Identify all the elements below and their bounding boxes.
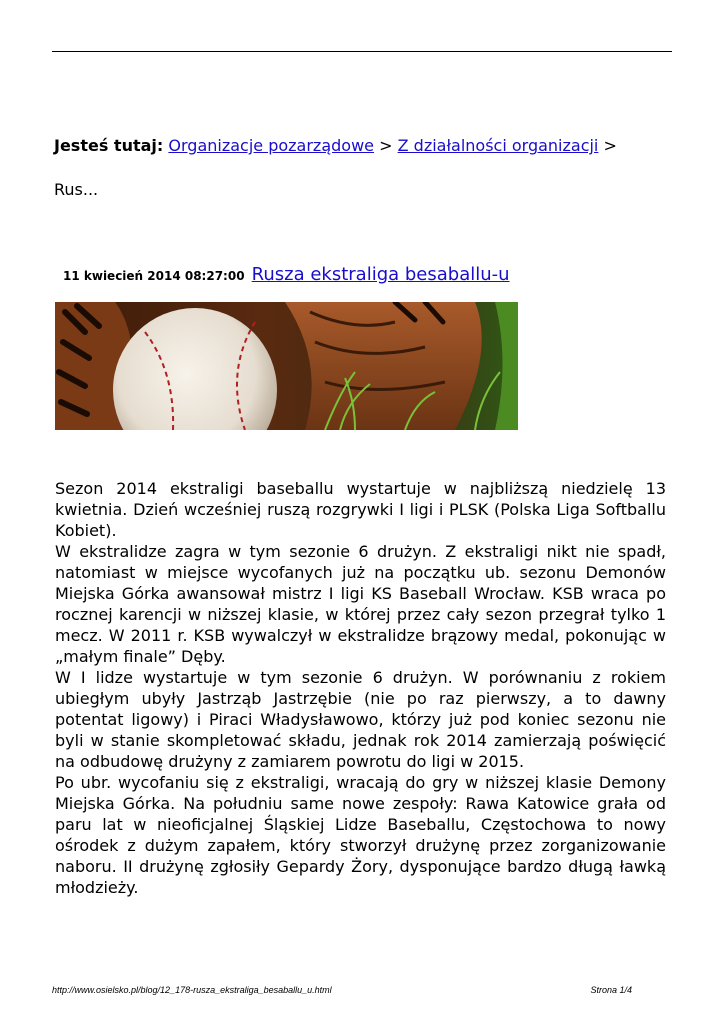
article-date: 11 kwiecień 2014 08:27:00 [63, 269, 245, 283]
article-meta [63, 264, 510, 285]
footer-url: http://www.osielsko.pl/blog/12_178-rusza_ekstraliga_besaballu_u.html [52, 985, 332, 995]
baseball-glove-image [55, 302, 518, 430]
breadcrumb [54, 136, 617, 156]
breadcrumb-separator: > [379, 136, 393, 155]
article-paragraph: Po ubr. wycofaniu się z ekstraligi, wracają do gry w niższej klasie Demony Miejska Górka. Na południu same nowe zespoły: Rawa Katowice grała od paru lat w nieoficjalnej Śląskiej Lidze Baseballu, Częstochowa to nowy ośrodek z dużym zapałem, który stworzył drużynę przez zorganizowanie naboru. II drużynę zgłosiły Gepardy Żory, dysponujące bardzo długą ławką młodzieży. [55, 773, 666, 897]
article-paragraph: W ekstralidze zagra w tym sezonie 6 drużyn. Z ekstraligi nikt nie spadł, natomiast w miejsce wycofanych już na początku ub. sezonu Demonów Miejska Górka awansował mistrz I ligi KS Baseball Wrocław. KSB wraca po rocznej karencji w niższej klasie, w której przez cały sezon przegrał tylko 1 mecz. W 2011 r. KSB wywalczył w ekstralidze brązowy medal, pokonując w „małym finale” Dęby. [55, 542, 666, 666]
breadcrumb-link-ngo[interactable]: Organizacje pozarządowe [168, 136, 375, 155]
breadcrumb-lead: Jesteś tutaj: [54, 136, 164, 155]
article-body [55, 478, 666, 898]
breadcrumb-link-activity[interactable]: Z działalności organizacji [397, 136, 599, 155]
page-footer [52, 985, 632, 995]
article-paragraph: W I lidze wystartuje w tym sezonie 6 drużyn. W porównaniu z rokiem ubiegłym ubyły Jastrząb Jastrzębie (nie po raz pierwszy, a to dawny potentat ligowy) i Piraci Władysławowo, którzy już pod koniec sezonu nie byli w stanie skompletować składu, jednak rok 2014 zamierzają poświęcić na odbudowę drużyny z zamiarem powrotu do ligi w 2015. [55, 668, 666, 771]
breadcrumb-separator: > [603, 136, 617, 155]
breadcrumb-current: Rus... [54, 180, 99, 199]
article-paragraph: Sezon 2014 ekstraligi baseballu wystartuje w najbliższą niedzielę 13 kwietnia. Dzień wcześniej ruszą rozgrywki I ligi i PLSK (Polska Liga Softballu Kobiet). [55, 479, 666, 540]
header-rule [52, 51, 672, 52]
footer-page-number: Strona 1/4 [590, 985, 632, 995]
article-title-link[interactable]: Rusza ekstraliga besaballu-u [251, 264, 510, 285]
